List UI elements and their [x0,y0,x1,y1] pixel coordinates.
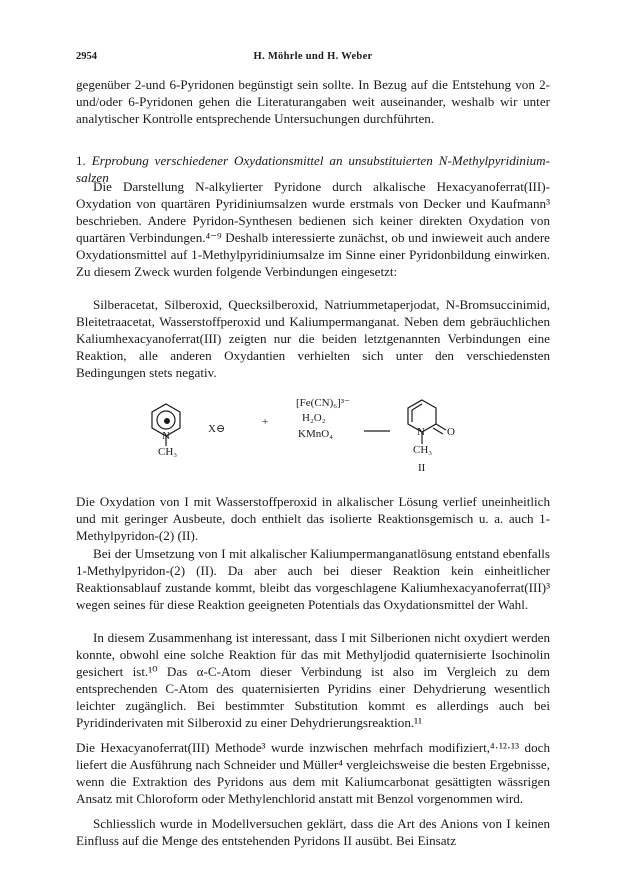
carbonyl-oxygen: O [447,426,455,438]
reagent-permanganate: KMnO₄ [298,428,334,440]
positive-charge-icon [164,418,170,424]
paragraph-permanganate: Bei der Umsetzung von I mit alkalischer Kaliumpermanganatlösung entstand ebenfalls 1-Methylpyridon-(2) (II). Da aber auch bei dieser Reaktion kein einheitlicher Reaktionsablauf zustande kommt, bleibt das vorgeschlagene Kaliumhexacyanoferrat(III)³ wegen seines für diese Reaktion geeigneten Potentials das Oxydationsmittel der Wahl. [76,546,550,612]
running-header [76,51,550,67]
paragraph-method: Die Hexacyanoferrat(III) Methode³ wurde inzwischen mehrfach modifiziert,⁴·¹²·¹³ doch liefert die Ausführung nach Schneider und Müller⁴ vergleichsweise die besten Ergebnisse, wenn die Extraktion des Pyridons aus dem mit Kaliumcarbonat gesättigten wässrigen Ansatz mit Chloroform oder Methylenchlorid anstatt mit Benzol vorgenommen wird. [76,740,550,806]
section-title: Erprobung verschiedener Oxydationsmittel an unsubstituierten N-Methylpyridinium-salzen [76,153,550,185]
paragraph-anion: Schliesslich wurde in Modellversuchen geklärt, dass die Art des Anions von I keinen Einfluss auf die Menge des entstehenden Pyridons II ausübt. Bei Einsatz [76,816,550,848]
product-methyl: CH₃ [413,444,433,456]
pyridone-ring [408,400,446,444]
paragraph-synthesis: Die Darstellung N-alkylierter Pyridone durch alkalische Hexacyanoferrat(III)-Oxydation von quartären Pyridiniumsalzen wurde erstmals von Decker und Kaufmann³ beschrieben. Andere Pyridon-Synthesen bedienen sich keiner direkten Oxydation von quartären Verbindungen.⁴⁻⁹ Deshalb interessierte zunächst, ob und inwieweit auch andere Oxydationsmittel auf 1-Methylpyridiniumsalze im Sinne einer Pyridonbildung einwirken. Zu diesem Zweck wurden folgende Verbindungen eingesetzt: [76,179,550,279]
reagent-ferricyanide: [Fe(CN)₆]³⁻ [296,397,350,409]
page-number: 2954 [76,51,97,62]
reactant-methyl: CH₃ [158,446,178,458]
carbonyl-bond-2 [433,428,443,434]
paragraph-silver: In diesem Zusammenhang ist interessant, dass I mit Silberionen nicht oxydiert werden konnte, obwohl eine solche Reaktion für das mit Methyljodid quaternisierte Isochinolin gesichert ist.¹⁰ Das α-C-Atom dieser Verbindung ist also im Vergleich zu dem entsprechenden C-Atom des quaternisierten Pyridins einer Dehydrierung wesentlich leichter zugänglich. Bei bestimmter Substitution kommt es allerdings auch bei Pyridinderivaten mit Silberoxid zu einer Dehydrierungsreaktion.¹¹ [76,630,550,730]
plus-sign: + [262,416,269,428]
counter-anion: X⊖ [208,423,226,435]
paragraph-peroxide: Die Oxydation von I mit Wasserstoffperoxid in alkalischer Lösung verlief uneinheitlich und mit geringer Ausbeute, doch enthielt das isolierte Reaktionsgemisch u. a. auch 1-Methylpyridon-(2) (II). [76,494,550,543]
reaction-scheme [76,392,550,488]
reactant-nitrogen: N [162,430,170,442]
paragraph-oxidants: Silberacetat, Silberoxid, Quecksilberoxid, Natriummetaperjodat, N-Bromsuccinimid, Bleitetraacetat, Wasserstoffperoxid und Kaliumpermanganat. Neben dem gebräuchlichen Kaliumhexacyanoferrat(III) zeigten nur die beiden letztgenannten Verbindungen eine Reaktion, alle anderen Oxydantien verhielten sich unter den verschiedensten Bedingungen stets negativ. [76,297,550,380]
product-nitrogen: N [417,426,425,438]
reagent-hydrogen-peroxide: H₂O₂ [302,412,326,424]
running-head-authors: H. Möhrle und H. Weber [253,51,373,62]
paragraph-intro: gegenüber 2-und 6-Pyridonen begünstigt sein sollte. In Bezug auf die Entstehung von 2- und/oder 6-Pyridonen gehen die Literaturangaben weit auseinander, weshalb wir unter analytischer Kontrolle entsprechende Untersuchungen durchführten. [76,77,550,126]
product-label: II [418,462,426,474]
carbonyl-bond-1 [436,424,446,430]
section-number: 1. [76,153,86,168]
